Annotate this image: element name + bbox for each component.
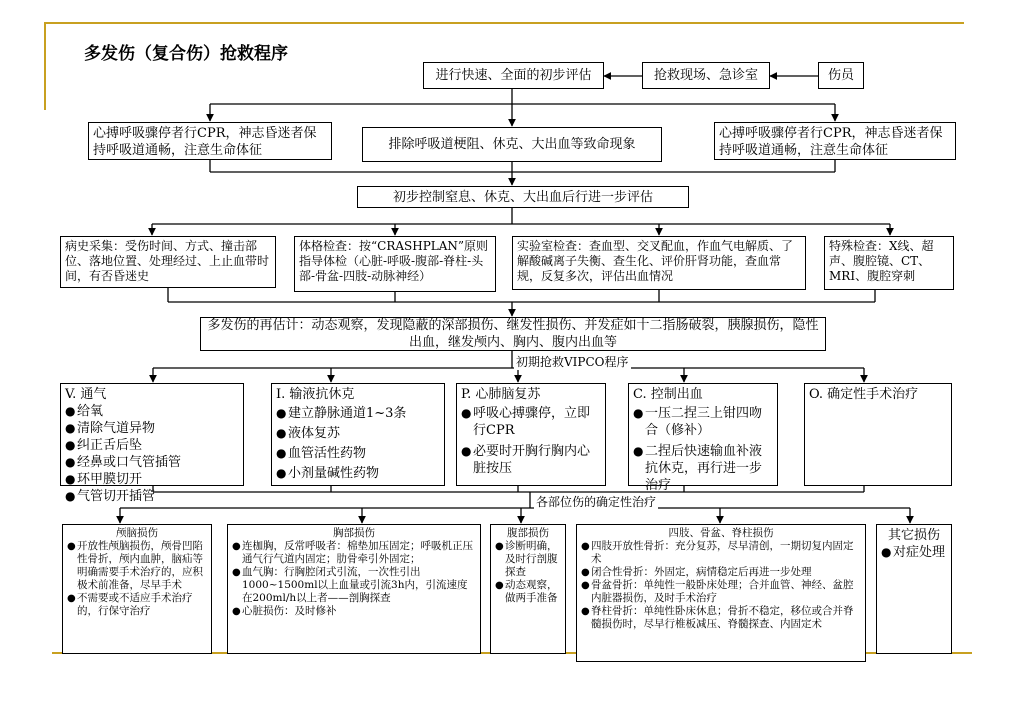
vipco-i-box bbox=[271, 383, 445, 486]
limbs-injury-box bbox=[576, 524, 866, 662]
further-eval-box bbox=[357, 186, 689, 208]
chest-injury-title: 胸部损伤 bbox=[333, 527, 375, 539]
list-item: ● 必要时开胸行胸内心脏按压 bbox=[461, 443, 601, 477]
list-item: ● 小剂量碱性药物 bbox=[276, 465, 440, 482]
cpr-right-text: 心搏呼吸骤停者行CPR，神志昏迷者保持呼吸道通畅，注意生命体征 bbox=[719, 126, 943, 158]
exclude-threats-box bbox=[362, 127, 662, 162]
cpr-left-box bbox=[88, 122, 332, 160]
vipco-i-title: I. 输液抗休克 bbox=[276, 387, 355, 402]
vipco-p-box bbox=[456, 383, 606, 486]
reassess-text: 多发伤的再估计：动态观察，发现隐蔽的深部损伤、继发性损伤、并发症如十二指肠破裂，胰腺损伤，隐性出血，继发颅内、胸内、腹内出血等 bbox=[207, 318, 819, 350]
list-item: ● 骨盆骨折：单纯性一般卧床处理；合并血管、神经、盆腔内脏器损伤，及时手术治疗 bbox=[581, 579, 861, 605]
vipco-o-title: O. 确定性手术治疗 bbox=[809, 387, 919, 402]
list-item: ● 诊断明确，及时行剖腹探查 bbox=[495, 540, 561, 579]
list-item: ● 动态观察，做两手准备 bbox=[495, 579, 561, 605]
list-item: ● 闭合性骨折：外固定，病情稳定后再进一步处理 bbox=[581, 566, 861, 579]
list-item: ● 二捏后快速输血补液抗休克，再行进一步治疗 bbox=[633, 443, 773, 494]
physical-exam-text: 体格检查：按“CRASHPLAN”原则指导体检（心脏-呼吸-腹部-脊柱-头部-骨盆-四肢-动脉神经） bbox=[299, 239, 489, 283]
cpr-right-box bbox=[714, 122, 956, 160]
limbs-injury-title: 四肢、骨盆、脊柱损伤 bbox=[668, 527, 774, 539]
list-item: ● 呼吸心搏骤停，立即行CPR bbox=[461, 405, 601, 439]
vipco-c-box bbox=[628, 383, 778, 493]
list-item: ● 经鼻或口气管插管 bbox=[65, 454, 239, 471]
head-injury-box bbox=[62, 524, 212, 654]
exclude-threats-text: 排除呼吸道梗阻、休克、大出血等致命现象 bbox=[388, 137, 636, 152]
head-injury-list bbox=[67, 540, 207, 618]
list-item: ● 建立静脉通道1~3条 bbox=[276, 405, 440, 422]
further-eval-text: 初步控制窒息、休克、大出血后行进一步评估 bbox=[392, 189, 653, 205]
list-item: ● 环甲膜切开 bbox=[65, 471, 239, 488]
list-item: ● 清除气道异物 bbox=[65, 420, 239, 437]
list-item: ● 一压二捏三上钳四吻合（修补） bbox=[633, 405, 773, 439]
vipco-i-list bbox=[276, 405, 440, 482]
vipco-c-list bbox=[633, 405, 773, 494]
initial-eval-box bbox=[423, 62, 604, 89]
list-item: ● 不需要或不适应手术治疗的，行保守治疗 bbox=[67, 592, 207, 618]
injured-text: 伤员 bbox=[827, 68, 854, 83]
definitive-label: 各部位伤的确定性治疗 bbox=[536, 495, 657, 509]
vipco-v-title: V. 通气 bbox=[65, 387, 107, 402]
vipco-p-title: P. 心肺脑复苏 bbox=[461, 387, 541, 402]
other-injury-box bbox=[876, 524, 952, 654]
chest-injury-box bbox=[227, 524, 481, 654]
list-item: ● 给氧 bbox=[65, 403, 239, 420]
abdomen-injury-box bbox=[490, 524, 566, 654]
list-item: ● 心脏损伤：及时修补 bbox=[232, 605, 476, 618]
list-item: ● 对症处理 bbox=[881, 544, 947, 561]
history-text: 病史采集：受伤时间、方式、撞击部位、落地位置、处理经过、上止血带时间，有否昏迷史 bbox=[65, 239, 270, 283]
vipco-v-list bbox=[65, 403, 239, 505]
limbs-injury-list bbox=[581, 540, 861, 631]
cpr-left-text: 心搏呼吸骤停者行CPR，神志昏迷者保持呼吸道通畅，注意生命体征 bbox=[93, 126, 317, 158]
scene-box bbox=[642, 62, 770, 89]
vipco-label: 初期抢救VIPCO程序 bbox=[516, 355, 629, 369]
abdomen-injury-list bbox=[495, 540, 561, 605]
scene-text: 抢救现场、急诊室 bbox=[653, 68, 758, 83]
initial-eval-text: 进行快速、全面的初步评估 bbox=[435, 68, 592, 83]
list-item: ● 脊柱骨折：单纯性卧床休息；骨折不稳定，移位或合并脊髓损伤时，尽早行椎板减压、脊髓探查、内固定术 bbox=[581, 605, 861, 631]
list-item: ● 四肢开放性骨折：充分复苏，尽早清创，一期切复内固定术 bbox=[581, 540, 861, 566]
list-item: ● 血管活性药物 bbox=[276, 445, 440, 462]
reassess-box bbox=[200, 317, 826, 351]
lab-exam-text: 实验室检查：查血型、交叉配血，作血气电解质、了解酸碱离子失衡、查生化、评价肝肾功能，查血常规，反复多次，评估出血情况 bbox=[517, 239, 794, 283]
list-item: ● 开放性颅脑损伤，颅骨凹陷性骨折，颅内血肿，脑疝等明确需要手术治疗的，应积极术前准备，尽早手术 bbox=[67, 540, 207, 592]
vipco-c-title: C. 控制出血 bbox=[633, 387, 703, 402]
special-exam-box bbox=[824, 236, 954, 290]
history-box bbox=[60, 236, 276, 288]
list-item: ● 液体复苏 bbox=[276, 425, 440, 442]
chest-injury-list bbox=[232, 540, 476, 618]
physical-exam-box bbox=[294, 236, 496, 292]
other-injury-list bbox=[881, 544, 947, 561]
other-injury-title: 其它损伤 bbox=[887, 528, 940, 543]
list-item: ● 纠正舌后坠 bbox=[65, 437, 239, 454]
injured-box bbox=[818, 62, 864, 89]
special-exam-text: 特殊检查：X线、超声、腹腔镜、CT、MRI、腹腔穿刺 bbox=[829, 239, 934, 283]
lab-exam-box bbox=[512, 236, 806, 290]
vipco-p-list bbox=[461, 405, 601, 477]
abdomen-injury-title: 腹部损伤 bbox=[507, 527, 549, 539]
vipco-o-box bbox=[804, 383, 952, 486]
list-item: ● 气管切开插管 bbox=[65, 488, 239, 505]
page-title: 多发伤（复合伤）抢救程序 bbox=[84, 44, 288, 64]
list-item: ● 连枷胸，反常呼吸者：棉垫加压固定；呼吸机正压通气行气道内固定；肋骨牵引外固定； bbox=[232, 540, 476, 566]
list-item: ● 血气胸：行胸腔闭式引流，一次性引出1000~1500ml以上血量或引流3h内，引流速度在200ml/h以上者——剖胸探查 bbox=[232, 566, 476, 605]
head-injury-title: 颅脑损伤 bbox=[116, 527, 158, 539]
vipco-v-box bbox=[60, 383, 244, 504]
